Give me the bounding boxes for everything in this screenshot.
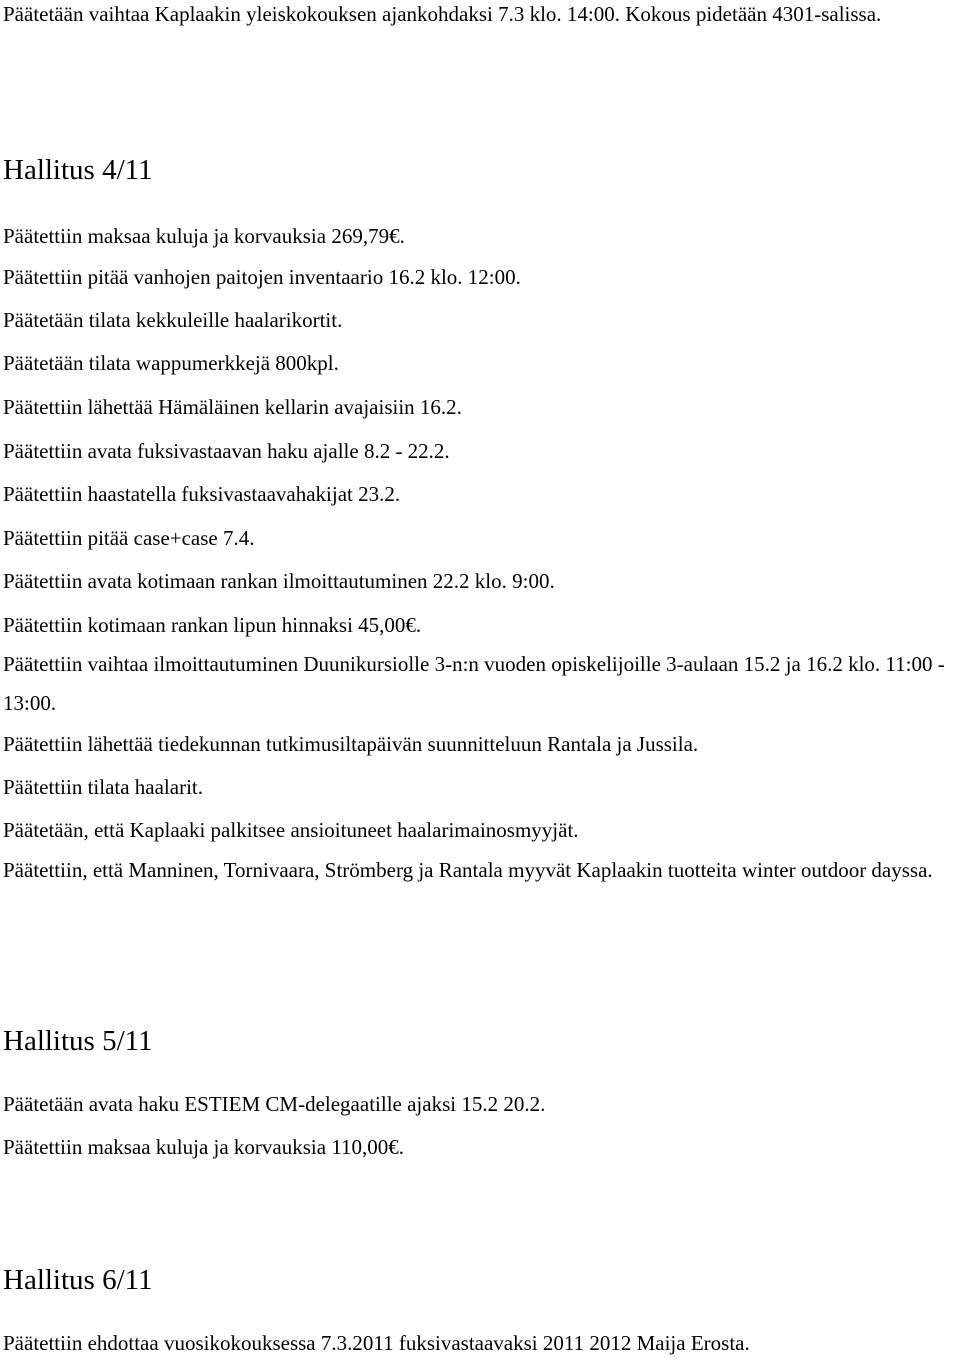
decision-item: Päätettiin pitää case+case 7.4. [3, 526, 255, 550]
section-heading-hallitus-6-11: Hallitus 6/11 [3, 1264, 153, 1296]
decision-item: Päätettiin, että Manninen, Tornivaara, Strömberg ja Rantala myyvät Kaplaakin tuotteita winter outdoor dayssa. [3, 858, 933, 882]
decision-item: Päätettiin kotimaan rankan lipun hinnaksi 45,00€. [3, 613, 422, 637]
decision-item: Päätettiin maksaa kuluja ja korvauksia 269,79€. [3, 224, 405, 248]
intro-paragraph: Päätetään vaihtaa Kaplaakin yleiskokouksen ajankohdaksi 7.3 klo. 14:00. Kokous pidetään 4301-salissa. [3, 2, 882, 26]
decision-item: Päätettiin avata kotimaan rankan ilmoittautuminen 22.2 klo. 9:00. [3, 569, 555, 593]
decision-item: Päätetään avata haku ESTIEM CM-delegaatille ajaksi 15.2 20.2. [3, 1092, 546, 1116]
decision-item: Päätettiin lähettää Hämäläinen kellarin avajaisiin 16.2. [3, 395, 462, 419]
decision-item: Päätetään, että Kaplaaki palkitsee ansioituneet haalarimainosmyyjät. [3, 818, 579, 842]
decision-item: Päätettiin maksaa kuluja ja korvauksia 110,00€. [3, 1135, 405, 1159]
decision-item: Päätetään tilata kekkuleille haalarikortit. [3, 308, 343, 332]
decision-item: Päätettiin vaihtaa ilmoittautuminen Duunikursiolle 3-n:n vuoden opiskelijoille 3-aulaan 15.2 ja 16.2 klo. 11:00 - 13:00. [3, 652, 945, 715]
section-heading-hallitus-5-11: Hallitus 5/11 [3, 1025, 153, 1057]
decision-item: Päätettiin avata fuksivastaavan haku ajalle 8.2 - 22.2. [3, 439, 450, 463]
decision-item: Päätettiin tilata haalarit. [3, 775, 204, 799]
decision-item: Päätettiin lähettää tiedekunnan tutkimusiltapäivän suunnitteluun Rantala ja Jussila. [3, 732, 699, 756]
decision-item: Päätettiin haastatella fuksivastaavahakijat 23.2. [3, 482, 401, 506]
decision-item: Päätetään tilata wappumerkkejä 800kpl. [3, 351, 339, 375]
decision-item: Päätettiin ehdottaa vuosikokouksessa 7.3.2011 fuksivastaavaksi 2011 2012 Maija Erosta. [3, 1331, 750, 1355]
decision-item: Päätettiin pitää vanhojen paitojen inventaario 16.2 klo. 12:00. [3, 265, 521, 289]
section-heading-hallitus-4-11: Hallitus 4/11 [3, 154, 153, 186]
